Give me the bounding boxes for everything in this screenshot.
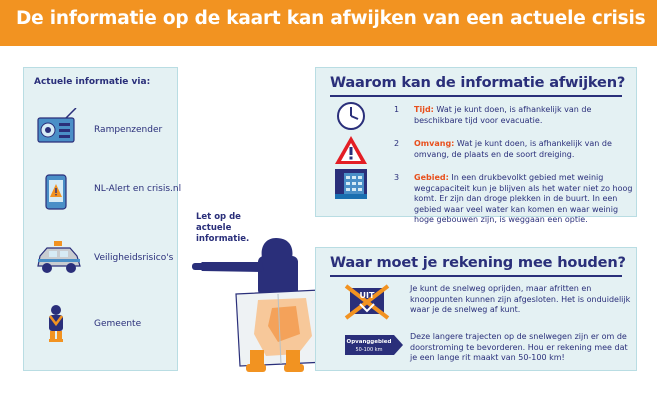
why-heading: Waarom kan de informatie afwijken? [330, 74, 626, 91]
item-number: 3 [394, 173, 400, 182]
source-label: Rampenzender [94, 125, 163, 135]
warning-triangle-icon [334, 134, 368, 166]
reckon-panel [315, 247, 637, 371]
page-title: De informatie op de kaart kan afwijken van een actuele crisis [16, 8, 646, 29]
sources-heading: Actuele informatie via: [34, 77, 151, 87]
item-text: Deze langere trajecten op de snelwegen zijn er om de doorstroming te bevorderen. Hou er rekening mee dat je een lange rit maakt van 50-100 km! [410, 332, 628, 362]
why-panel [315, 67, 637, 224]
police-car-icon [32, 238, 86, 278]
source-label: NL-Alert en crisis.nl [94, 184, 182, 194]
item-text: Tijd: Wat je kunt doen, is afhankelijk van de beschikbare tijd voor evacuatie. [414, 105, 592, 125]
item-number: 1 [394, 105, 400, 114]
route-sign-icon [344, 334, 404, 356]
title-banner [0, 0, 657, 46]
municipality-person-icon [32, 304, 86, 344]
phone-alert-icon [32, 173, 86, 213]
sources-panel [23, 67, 182, 371]
item-text: Je kunt de snelweg oprijden, maar afritten en knooppunten kunnen zijn afgesloten. Het is onduidelijk waar je de snelweg af kunt. [410, 284, 631, 314]
building-icon [334, 168, 368, 200]
heading-divider [330, 95, 622, 97]
exit-closed-icon [344, 284, 390, 320]
reckon-heading: Waar moet je rekening mee houden? [330, 254, 626, 271]
source-label: Veiligheidsrisico's [94, 253, 174, 263]
item-number: 2 [394, 139, 400, 148]
exit-sign-text: UIT [359, 291, 375, 300]
item-text: Omvang: Wat je kunt doen, is afhankelijk van de omvang, de plaats en de soort dreiging. [414, 139, 612, 159]
heading-divider [330, 275, 622, 277]
clock-icon [334, 100, 368, 132]
item-text: Gebied: In een drukbevolkt gebied met weinig wegcapaciteit kun je blijven als het water niet zo hoog komt. Er zijn dan droge plekken in de buurt. In een gebied waar veel water kan komen en waar weinig hoge gebouwen zijn, is weggaan een optie. [414, 173, 633, 224]
route-sign-line1: Opvanggebied [346, 339, 392, 345]
route-sign-line2: 50-100 km [355, 347, 383, 353]
callout-text: Let op de actuele informatie. [196, 212, 250, 244]
radio-icon [32, 108, 86, 148]
source-label: Gemeente [94, 319, 142, 329]
